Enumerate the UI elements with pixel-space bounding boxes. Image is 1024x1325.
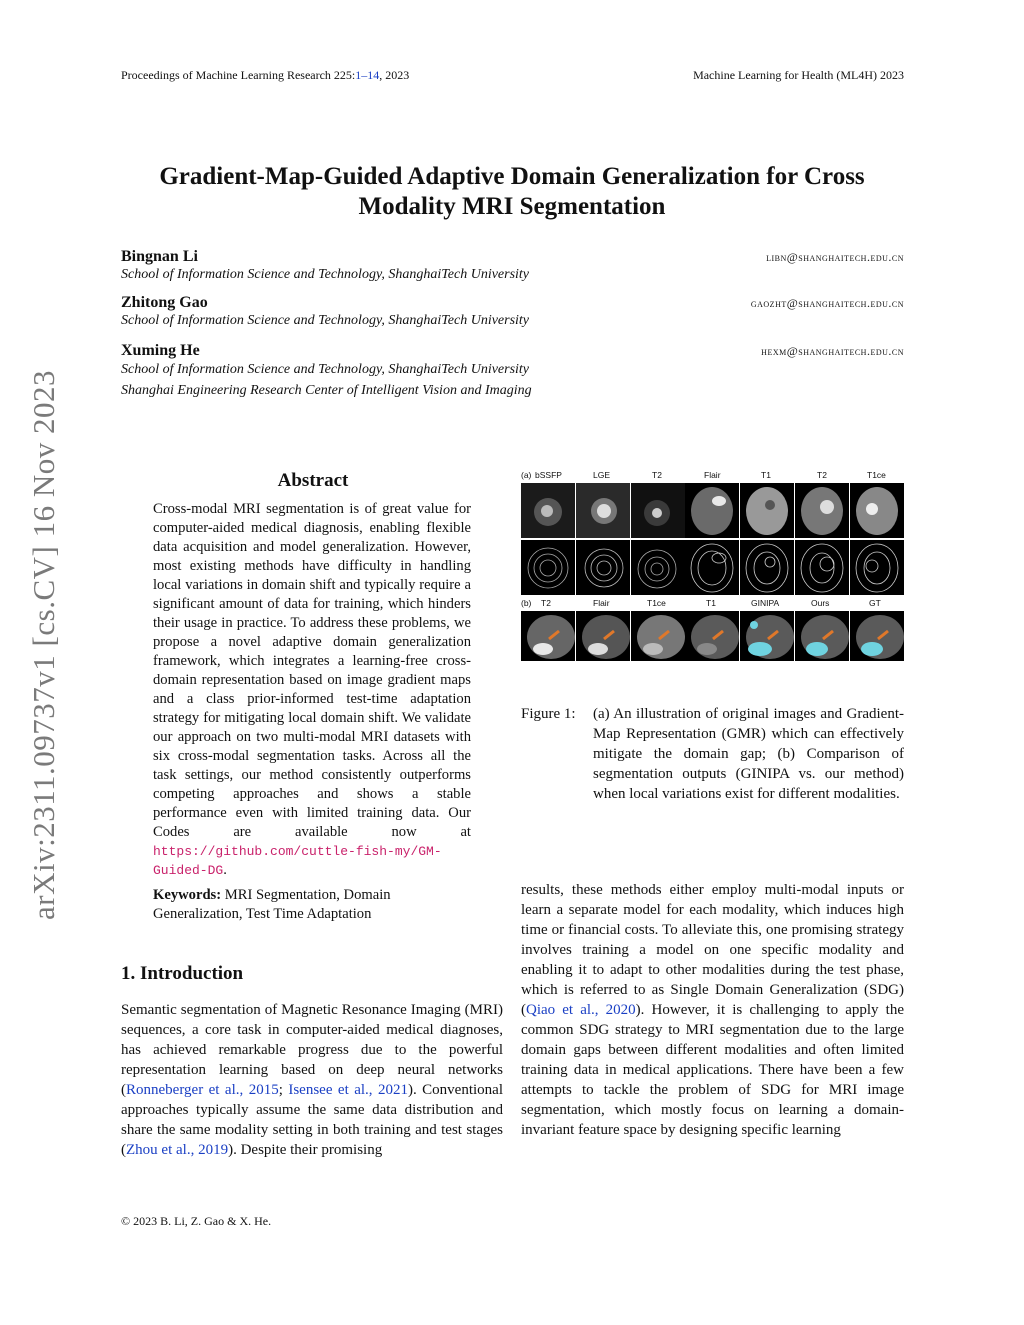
running-header-right: Machine Learning for Health (ML4H) 2023 [693,68,904,82]
author-affiliation: School of Information Science and Technology, ShanghaiTech University [121,362,530,377]
mri-image-t1 [740,483,794,538]
mri-image-lge [576,483,630,538]
gradient-map-image [521,540,575,595]
intro-paragraph-right: results, these methods either employ multi-modal inputs or learn a separate model for each modality, which induces high time or financial costs. To alleviate this, one promising strategy involves training a model on one specific modality and enabling it to adapt to other modalities during the test phase, which is referred to as Single Domain Generalization (SDG) (Qiao et al., 2020). However, it is challenging to apply the common SDG strategy to MRI segmentation due to the large domain gaps between different modalities and often limited training data in medical applications. There have been a few attempts to tackle the problem of SDG for MRI image segmentation, which mostly focus on learning a domain-invariant feature space by designing specific learning [521,882,904,1138]
author-name: Zhitong Gao [121,294,208,311]
paper-title: Gradient-Map-Guided Adaptive Domain Generalization for Cross Modality MRI Segmentation [159,163,865,220]
citation-link[interactable]: Qiao et al., 2020 [526,1002,636,1018]
author-affiliation: School of Information Science and Technology, ShanghaiTech University [121,267,530,282]
mri-image-bssfp [521,483,575,538]
arxiv-identifier: arXiv:2311.09737v1 [cs.CV] 16 Nov 2023 [26,370,61,920]
gradient-map-image [631,540,685,595]
segmentation-image-t1 [685,611,739,661]
citation-link[interactable]: Isensee et al., 2021 [288,1082,408,1098]
figure-column-label: bSSFP [535,470,562,480]
code-url-link[interactable]: https://github.com/cuttle-fish-my/GM-Guided-DG [153,844,442,878]
figure-column-label: Flair [704,470,721,480]
page-range-link[interactable]: 1–14 [355,68,380,82]
figure-column-label: T1 [706,598,716,608]
gradient-map-image [850,540,904,595]
copyright-notice: © 2023 B. Li, Z. Gao & X. He. [121,1214,272,1228]
author-email[interactable]: libn@shanghaitech.edu.cn [766,250,904,264]
gradient-map-image [740,540,794,595]
abstract-heading: Abstract [277,470,349,491]
keywords: Keywords: MRI Segmentation, Domain Generalization, Test Time Adaptation [153,887,391,922]
figure-panel-a-label: (a) [521,470,532,480]
segmentation-image-gt [850,611,904,661]
figure-panel-b-label: (b) [521,598,532,608]
mri-image-flair [685,483,739,538]
figure-caption-label: Figure 1: [521,706,576,722]
mri-image-t2 [795,483,849,538]
author-affiliation-secondary: Shanghai Engineering Research Center of Intelligent Vision and Imaging [121,383,532,398]
mri-image-t1ce [850,483,904,538]
figure-column-label: LGE [593,470,611,480]
figure-column-label: Flair [593,598,610,608]
citation-link[interactable]: Ronneberger et al., 2015 [126,1082,279,1098]
segmentation-image-flair [576,611,630,661]
author-name: Bingnan Li [121,248,198,265]
figure-column-label: Ours [811,598,830,608]
figure-column-label: T2 [817,470,827,480]
segmentation-image-t1ce [631,611,685,661]
intro-paragraph-left: Semantic segmentation of Magnetic Resonance Imaging (MRI) sequences, a core task in computer-aided medical diagnoses, has achieved remarkable progress due to the powerful representation learning based on deep neural networks (Ronneberger et al., 2015; Isensee et al., 2021). Conventional approaches typically assume the same data distribution and share the same modality setting in both training and test stages (Zhou et al., 2019). Despite their promising [121,1002,504,1158]
segmentation-image-ginipa [740,611,794,661]
figure-column-label: GINIPA [751,598,780,608]
figure-caption-text: (a) An illustration of original images and Gradient-Map Representation (GMR) which can effectively mitigate the domain gap; (b) Comparison of segmentation outputs (GINIPA vs. our method) when local variations exist for different modalities. [593,706,904,802]
section-heading-introduction: 1. Introduction [121,963,244,984]
author-email[interactable]: hexm@shanghaitech.edu.cn [761,344,904,358]
author-affiliation: School of Information Science and Technology, ShanghaiTech University [121,313,530,328]
figure-column-label: T1ce [867,470,886,480]
figure-column-label: T2 [652,470,662,480]
gradient-map-image [576,540,630,595]
gradient-map-image [685,540,739,595]
mri-image-t2-cardiac [631,483,685,538]
segmentation-image-t2 [521,611,575,661]
figure-1 [519,470,905,666]
citation-link[interactable]: Zhou et al., 2019 [126,1142,229,1158]
author-email[interactable]: gaozht@shanghaitech.edu.cn [750,296,904,310]
figure-caption [521,704,904,804]
figure-column-label: T1 [761,470,771,480]
author-name: Xuming He [121,342,200,359]
figure-column-label: T2 [541,598,551,608]
running-header-left: Proceedings of Machine Learning Research 225:1–14, 2023 [121,68,410,82]
gradient-map-image [795,540,849,595]
figure-column-label: T1ce [647,598,666,608]
segmentation-image-ours [795,611,849,661]
abstract-body: Cross-modal MRI segmentation is of great value for computer-aided medical diagnosis, enabling flexible data acquisition and model generalization. However, most existing methods have difficulty in handling local variations in domain shift and typically require a significant amount of data for training, which hinders their usage in practice. To address these problems, we propose a novel adaptive domain generalization framework, which integrates a learning-free cross-domain representation based on image gradient maps and a class prior-informed test-time adaptation strategy for mitigating local domain shift. We validate our approach on two multi-modal MRI datasets with six cross-modal segmentation tasks. Across all the task settings, our method consistently outperforms competing approaches and shows a stable performance even with limited training data. Our Codes are available now at https://github.com/cuttle-fish-my/GM-Guided-DG. [153,501,471,878]
figure-column-label: GT [869,598,881,608]
